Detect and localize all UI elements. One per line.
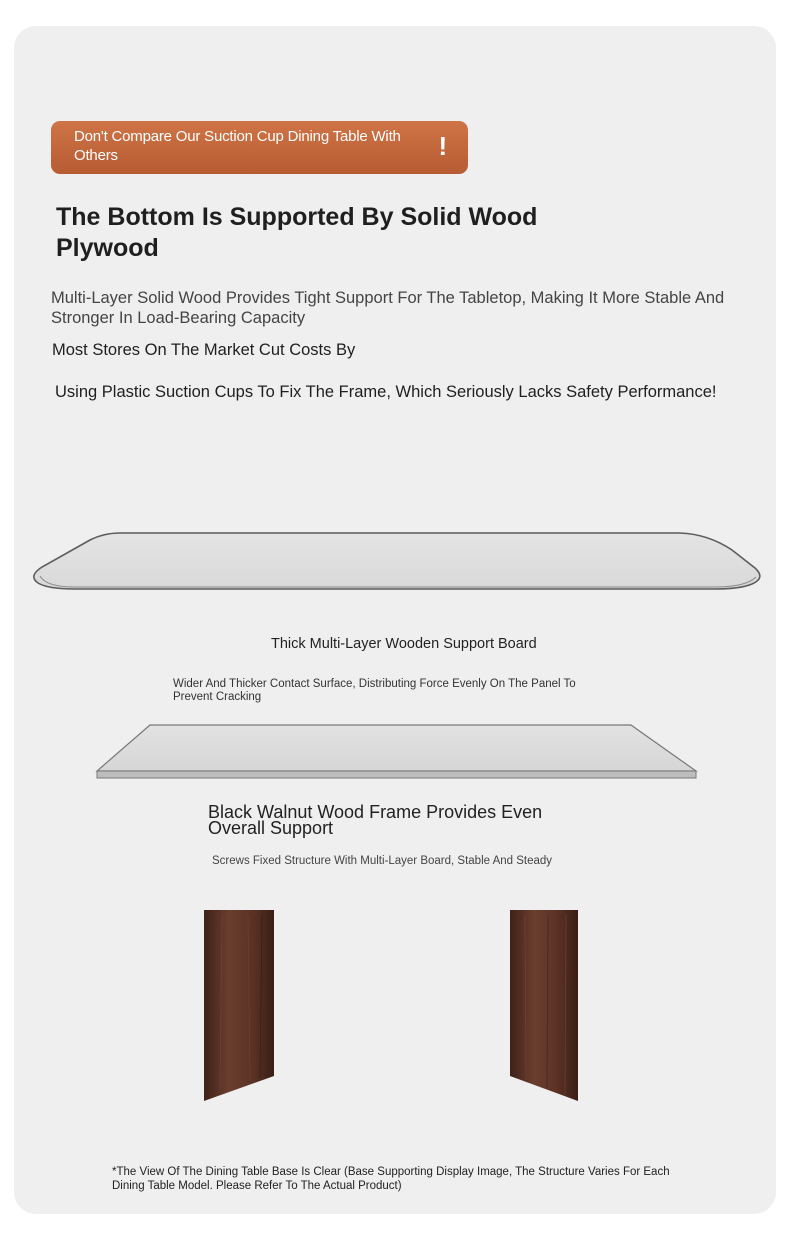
support-board-label: Thick Multi-Layer Wooden Support Board: [271, 636, 537, 652]
walnut-frame-description: Screws Fixed Structure With Multi-Layer Board, Stable And Steady: [212, 855, 553, 867]
page-title: The Bottom Is Supported By Solid Wood Plywood: [56, 203, 538, 262]
walnut-frame-label: Black Walnut Wood Frame Provides Even Overall Support: [208, 802, 543, 838]
warning-line-1: Most Stores On The Market Cut Costs By: [52, 341, 356, 359]
badge-text: Don't Compare Our Suction Cup Dining Table With Others: [74, 128, 401, 164]
comparison-badge: [51, 121, 468, 174]
intro-text: Multi-Layer Solid Wood Provides Tight Support For The Tabletop, Making It More Stable And Stronger In Load-Bearing Capacity: [51, 289, 725, 327]
disclaimer-footnote: *The View Of The Dining Table Base Is Clear (Base Supporting Display Image, The Structure Varies For Each Dining Table Model. Please Refer To The Actual Product): [112, 1166, 670, 1192]
support-board-description: Wider And Thicker Contact Surface, Distributing Force Evenly On The Panel To Prevent Cracking: [173, 678, 576, 703]
warning-line-2: Using Plastic Suction Cups To Fix The Frame, Which Seriously Lacks Safety Performance!: [55, 383, 717, 401]
exclamation-icon: !: [438, 131, 447, 161]
